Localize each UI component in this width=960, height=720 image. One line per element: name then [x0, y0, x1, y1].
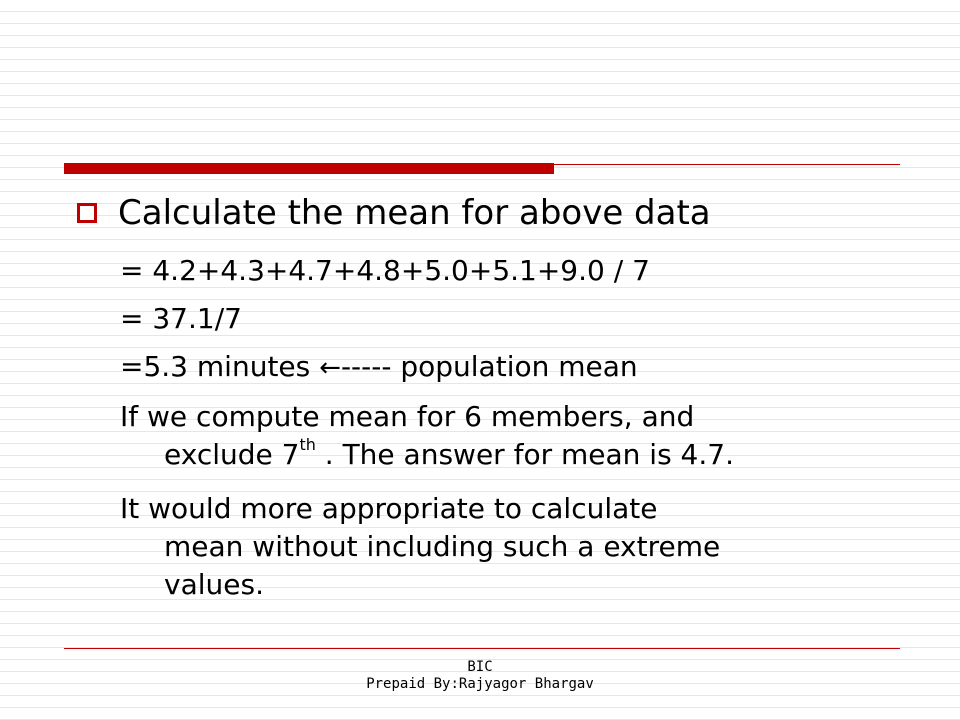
- slide-footer: [0, 659, 960, 693]
- left-arrow-icon: ←: [319, 353, 341, 383]
- population-mean-value: =5.3 minutes: [120, 350, 320, 383]
- ordinal-superscript: th: [299, 435, 316, 454]
- exclusion-line-2-end: . The answer for mean is 4.7.: [315, 438, 734, 471]
- calculation-line-1: = 4.2+4.3+4.7+4.8+5.0+5.1+9.0 / 7: [120, 254, 650, 287]
- population-mean-label: ----- population mean: [340, 350, 638, 383]
- calculation-line-2: = 37.1/7: [120, 302, 242, 335]
- footer-author: Prepaid By:Rajyagor Bhargav: [366, 676, 594, 692]
- extreme-values-line-3: values.: [164, 568, 264, 601]
- extreme-values-paragraph: [120, 490, 890, 604]
- slide-heading: Calculate the mean for above data: [118, 193, 711, 233]
- extreme-values-line-1: It would more appropriate to calculate: [120, 492, 658, 525]
- top-accent-bar: [64, 163, 554, 174]
- extreme-values-line-2: mean without including such a extreme: [164, 530, 721, 563]
- exclusion-paragraph: [120, 398, 890, 474]
- exclusion-line-1: If we compute mean for 6 members, and: [120, 400, 695, 433]
- exclusion-line-2-start: exclude 7: [164, 438, 300, 471]
- footer-org: BIC: [467, 659, 493, 675]
- bottom-divider-line: [64, 648, 900, 649]
- exclusion-line-2: [120, 436, 890, 474]
- population-mean-line: [120, 350, 638, 385]
- hollow-square-bullet-icon: [77, 203, 97, 223]
